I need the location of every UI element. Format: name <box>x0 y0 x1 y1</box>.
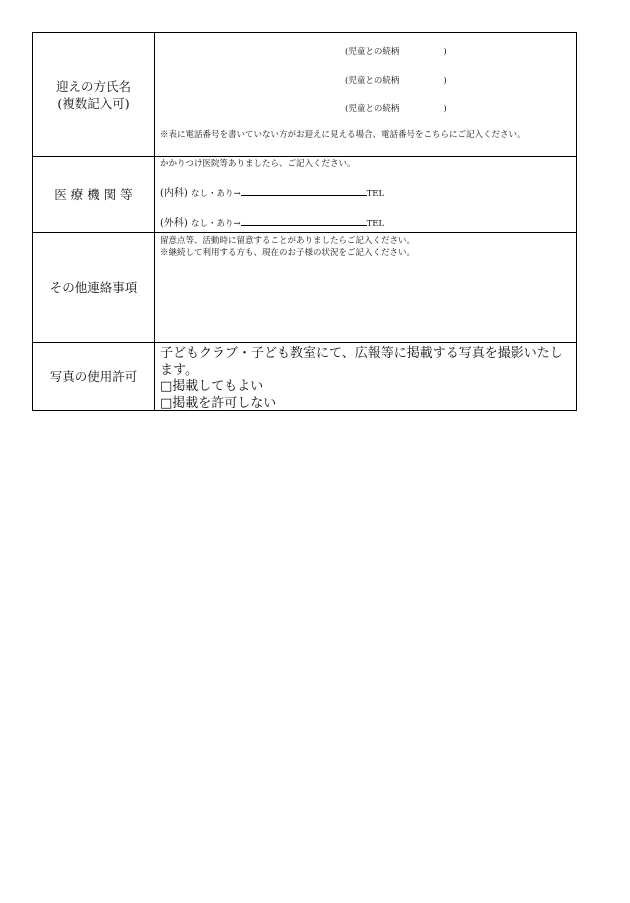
guardian-content-cell[interactable] <box>155 33 577 157</box>
other-notes-row <box>33 233 577 343</box>
other-label-cell <box>33 233 155 343</box>
medical-label-cell <box>33 157 155 233</box>
surgery-choice[interactable]: なし・あり→ <box>191 219 241 229</box>
internal-medicine-field[interactable] <box>160 186 384 200</box>
internal-medicine-label: (内科) <box>160 188 188 199</box>
internal-tel: TEL <box>366 189 385 199</box>
internal-choice[interactable]: なし・あり→ <box>191 189 241 199</box>
relation-suffix: ) <box>443 104 447 114</box>
guardian-row <box>33 33 577 157</box>
other-instruction-1: 留意点等、活動時に留意することがありましたらご記入ください。 <box>160 236 416 246</box>
surgery-field[interactable] <box>160 216 384 230</box>
photo-permission-row <box>33 343 577 411</box>
surgery-blank[interactable] <box>241 216 367 226</box>
relation-prefix: (児童との続柄 <box>345 104 400 114</box>
guardian-label: 迎えの方氏名 <box>55 78 131 94</box>
photo-content-cell[interactable] <box>155 343 577 411</box>
photo-option-allow[interactable]: □掲載してもよい <box>160 379 264 394</box>
photo-description: 子どもクラブ・子ども教室にて、広報等に掲載する写真を撮影いたします。 <box>160 346 563 378</box>
photo-label-cell <box>33 343 155 411</box>
medical-row <box>33 157 577 233</box>
photo-label: 写真の使用許可 <box>49 369 138 384</box>
other-label: その他連絡事項 <box>49 280 138 295</box>
relation-prefix: (児童との続柄 <box>345 47 400 57</box>
consent-form-table <box>32 32 577 411</box>
guardian-phone-note: ※表に電話番号を書いていない方がお迎えに見える場合、電話番号をこちらにご記入ください。 <box>160 130 526 140</box>
relation-field-2[interactable] <box>345 76 447 87</box>
other-instruction-2: ※継続して利用する方も、現在のお子様の状況をご記入ください。 <box>160 248 416 258</box>
surgery-tel: TEL <box>366 219 385 229</box>
surgery-label: (外科) <box>160 218 188 229</box>
relation-suffix: ) <box>443 76 447 86</box>
relation-field-3[interactable] <box>345 104 447 115</box>
medical-intro: かかりつけ医院等ありましたら、ご記入ください。 <box>160 159 356 169</box>
medical-label: 医 療 機 関 等 <box>54 187 133 202</box>
guardian-label-cell <box>33 33 155 157</box>
photo-option-deny[interactable]: □掲載を許可しない <box>160 396 277 411</box>
guardian-label-note: (複数記入可) <box>57 95 130 111</box>
relation-field-1[interactable] <box>345 47 447 58</box>
relation-prefix: (児童との続柄 <box>345 76 400 86</box>
other-content-cell[interactable] <box>155 233 577 343</box>
internal-blank[interactable] <box>241 186 367 196</box>
relation-suffix: ) <box>443 47 447 57</box>
medical-content-cell[interactable] <box>155 157 577 233</box>
